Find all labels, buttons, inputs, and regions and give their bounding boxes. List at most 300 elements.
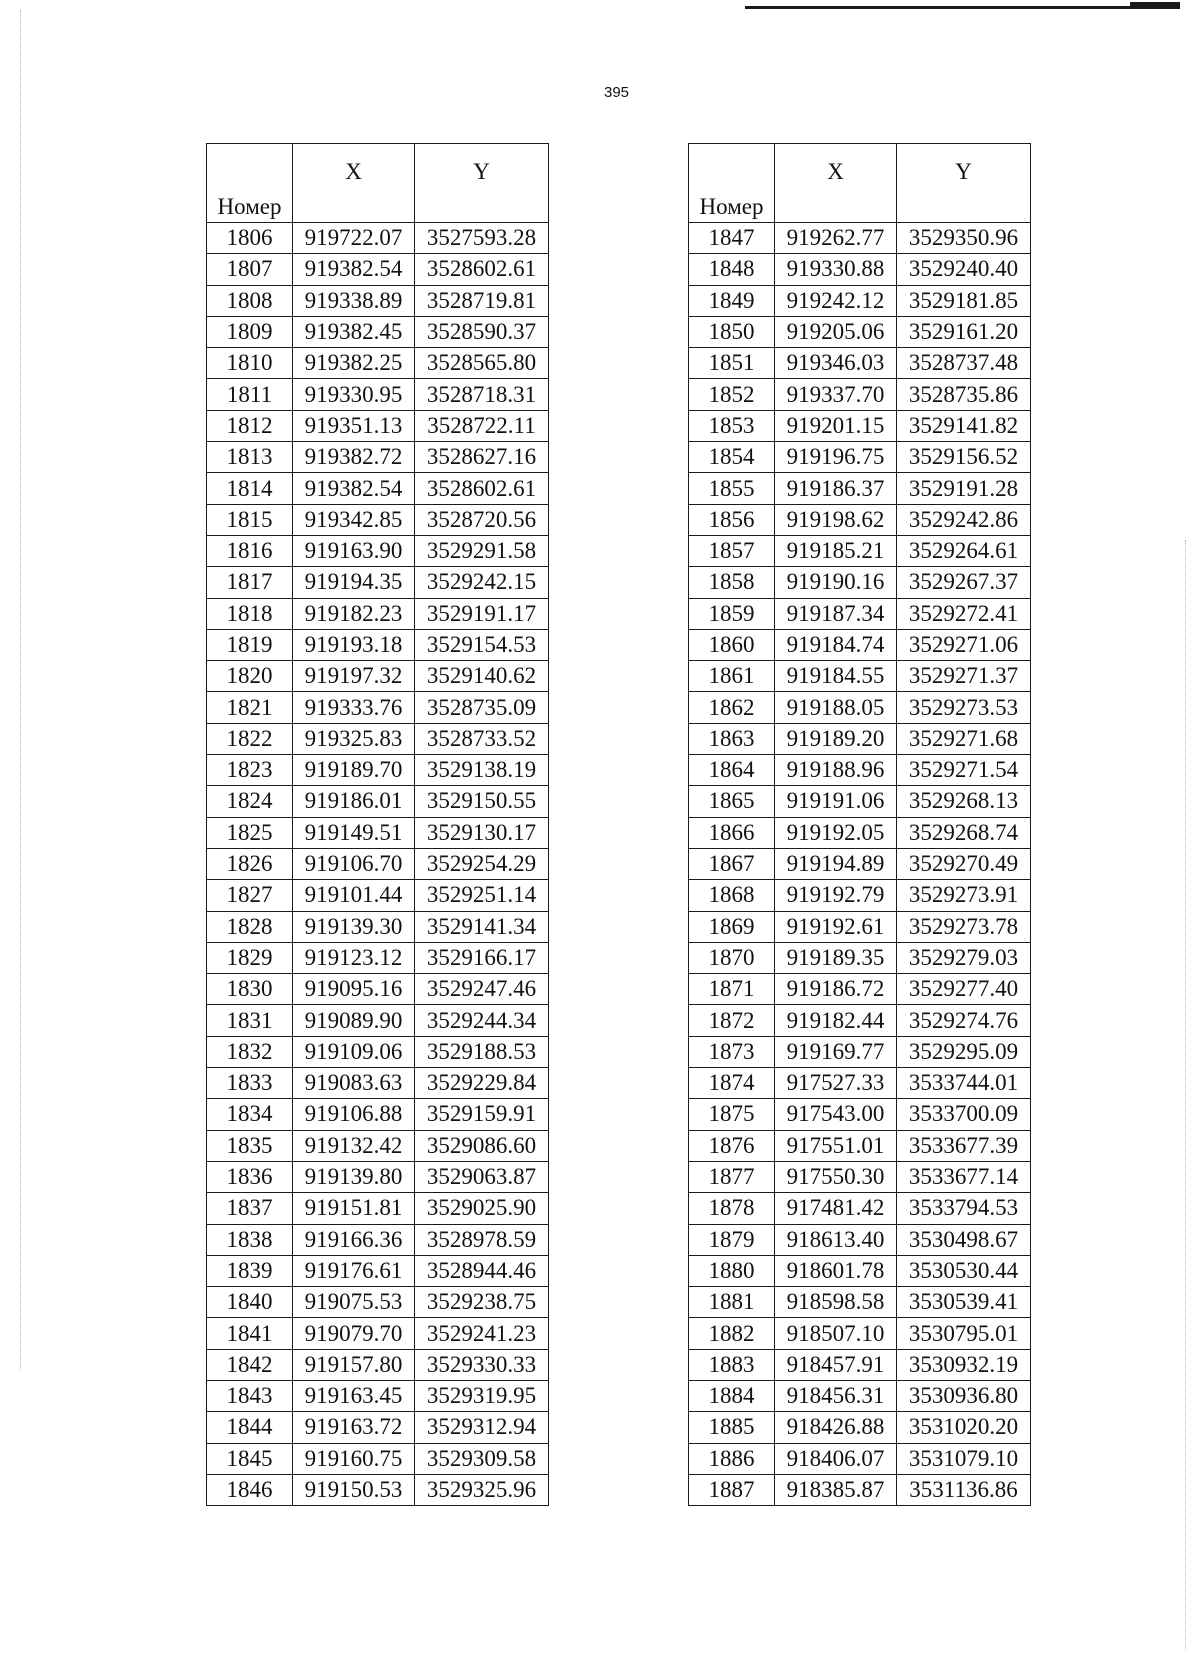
y-coordinate-cell: 3528944.46	[415, 1255, 549, 1286]
x-coordinate-cell: 919242.12	[775, 285, 897, 316]
coordinates-table-right	[688, 143, 1031, 1506]
x-coordinate-cell: 919192.61	[775, 911, 897, 942]
table-row	[689, 1099, 1031, 1130]
point-number-cell: 1827	[207, 880, 293, 911]
point-number-cell: 1809	[207, 316, 293, 347]
y-coordinate-cell: 3529244.34	[415, 1005, 549, 1036]
table-row	[207, 1224, 549, 1255]
y-coordinate-cell: 3530932.19	[897, 1349, 1031, 1380]
point-number-cell: 1819	[207, 629, 293, 660]
point-number-cell: 1832	[207, 1036, 293, 1067]
table-row	[207, 1287, 549, 1318]
x-coordinate-cell: 918406.07	[775, 1443, 897, 1474]
x-coordinate-cell: 919330.95	[293, 379, 415, 410]
x-coordinate-cell: 917481.42	[775, 1193, 897, 1224]
y-coordinate-cell: 3529229.84	[415, 1068, 549, 1099]
x-coordinate-cell: 919182.44	[775, 1005, 897, 1036]
point-number-cell: 1869	[689, 911, 775, 942]
x-coordinate-cell: 918601.78	[775, 1255, 897, 1286]
x-coordinate-cell: 919166.36	[293, 1224, 415, 1255]
table-row	[689, 1287, 1031, 1318]
x-coordinate-cell: 919132.42	[293, 1130, 415, 1161]
table-row	[207, 692, 549, 723]
point-number-cell: 1852	[689, 379, 775, 410]
x-coordinate-cell: 919163.72	[293, 1412, 415, 1443]
point-number-cell: 1872	[689, 1005, 775, 1036]
point-number-cell: 1862	[689, 692, 775, 723]
table-row	[207, 379, 549, 410]
point-number-cell: 1879	[689, 1224, 775, 1255]
y-coordinate-cell: 3529141.34	[415, 911, 549, 942]
table-row	[689, 1036, 1031, 1067]
table-row	[207, 442, 549, 473]
point-number-cell: 1833	[207, 1068, 293, 1099]
x-coordinate-cell: 919185.21	[775, 535, 897, 566]
table-row	[689, 848, 1031, 879]
x-coordinate-cell: 917527.33	[775, 1068, 897, 1099]
point-number-cell: 1831	[207, 1005, 293, 1036]
page-number: 395	[603, 84, 630, 101]
x-coordinate-cell: 919151.81	[293, 1193, 415, 1224]
table-row	[207, 848, 549, 879]
y-coordinate-cell: 3529166.17	[415, 942, 549, 973]
x-coordinate-cell: 918456.31	[775, 1380, 897, 1411]
table-row	[207, 504, 549, 535]
y-coordinate-cell: 3529350.96	[897, 223, 1031, 254]
point-number-cell: 1861	[689, 661, 775, 692]
y-coordinate-cell: 3529156.52	[897, 442, 1031, 473]
point-number-cell: 1806	[207, 223, 293, 254]
point-number-cell: 1825	[207, 817, 293, 848]
table-row	[689, 473, 1031, 504]
point-number-cell: 1830	[207, 974, 293, 1005]
table-row	[207, 223, 549, 254]
point-number-cell: 1874	[689, 1068, 775, 1099]
x-coordinate-cell: 919139.80	[293, 1161, 415, 1192]
y-coordinate-cell: 3529271.06	[897, 629, 1031, 660]
point-number-cell: 1884	[689, 1380, 775, 1411]
x-coordinate-cell: 919262.77	[775, 223, 897, 254]
point-number-cell: 1855	[689, 473, 775, 504]
y-coordinate-cell: 3529159.91	[415, 1099, 549, 1130]
x-coordinate-cell: 919382.54	[293, 254, 415, 285]
table-header-row	[689, 144, 1031, 223]
y-coordinate-cell: 3529272.41	[897, 598, 1031, 629]
x-coordinate-cell: 919150.53	[293, 1474, 415, 1505]
point-number-cell: 1868	[689, 880, 775, 911]
point-number-cell: 1837	[207, 1193, 293, 1224]
point-number-cell: 1817	[207, 567, 293, 598]
point-number-cell: 1871	[689, 974, 775, 1005]
x-coordinate-cell: 917543.00	[775, 1099, 897, 1130]
table-row	[689, 661, 1031, 692]
table-row	[689, 786, 1031, 817]
table-row	[207, 567, 549, 598]
x-coordinate-cell: 919382.72	[293, 442, 415, 473]
y-coordinate-cell: 3529325.96	[415, 1474, 549, 1505]
x-coordinate-cell: 919188.96	[775, 755, 897, 786]
x-coordinate-cell: 918457.91	[775, 1349, 897, 1380]
point-number-cell: 1859	[689, 598, 775, 629]
header-rule	[745, 6, 1180, 9]
point-number-cell: 1844	[207, 1412, 293, 1443]
x-coordinate-cell: 919182.23	[293, 598, 415, 629]
point-number-cell: 1854	[689, 442, 775, 473]
point-number-cell: 1887	[689, 1474, 775, 1505]
y-coordinate-cell: 3529274.76	[897, 1005, 1031, 1036]
table-row	[689, 535, 1031, 566]
table-row	[689, 442, 1031, 473]
point-number-cell: 1812	[207, 410, 293, 441]
table-row	[689, 348, 1031, 379]
point-number-cell: 1843	[207, 1380, 293, 1411]
y-coordinate-cell: 3529277.40	[897, 974, 1031, 1005]
point-number-cell: 1856	[689, 504, 775, 535]
y-coordinate-cell: 3529141.82	[897, 410, 1031, 441]
table-row	[689, 1443, 1031, 1474]
table-row	[689, 723, 1031, 754]
x-coordinate-cell: 919193.18	[293, 629, 415, 660]
y-coordinate-cell: 3529273.91	[897, 880, 1031, 911]
y-coordinate-cell: 3528720.56	[415, 504, 549, 535]
table-row	[689, 504, 1031, 535]
table-row	[207, 473, 549, 504]
y-coordinate-cell: 3529241.23	[415, 1318, 549, 1349]
y-coordinate-cell: 3529273.53	[897, 692, 1031, 723]
point-number-cell: 1849	[689, 285, 775, 316]
y-coordinate-cell: 3529271.68	[897, 723, 1031, 754]
y-coordinate-cell: 3528978.59	[415, 1224, 549, 1255]
table-row	[207, 1412, 549, 1443]
table-row	[689, 1005, 1031, 1036]
x-coordinate-cell: 919189.35	[775, 942, 897, 973]
point-number-cell: 1853	[689, 410, 775, 441]
y-coordinate-cell: 3533794.53	[897, 1193, 1031, 1224]
table-row	[207, 348, 549, 379]
x-coordinate-cell: 919187.34	[775, 598, 897, 629]
y-coordinate-cell: 3529130.17	[415, 817, 549, 848]
table-row	[207, 817, 549, 848]
y-coordinate-cell: 3530795.01	[897, 1318, 1031, 1349]
point-number-cell: 1829	[207, 942, 293, 973]
y-coordinate-cell: 3529150.55	[415, 786, 549, 817]
x-coordinate-cell: 919184.55	[775, 661, 897, 692]
scan-edge-left	[20, 10, 21, 1370]
y-coordinate-cell: 3529271.37	[897, 661, 1031, 692]
y-coordinate-cell: 3533744.01	[897, 1068, 1031, 1099]
y-coordinate-cell: 3527593.28	[415, 223, 549, 254]
y-coordinate-cell: 3529270.49	[897, 848, 1031, 879]
point-number-cell: 1886	[689, 1443, 775, 1474]
y-coordinate-cell: 3529161.20	[897, 316, 1031, 347]
point-number-cell: 1882	[689, 1318, 775, 1349]
table-row	[689, 598, 1031, 629]
point-number-cell: 1864	[689, 755, 775, 786]
point-number-cell: 1828	[207, 911, 293, 942]
point-number-cell: 1885	[689, 1412, 775, 1443]
x-coordinate-cell: 919201.15	[775, 410, 897, 441]
y-coordinate-cell: 3528722.11	[415, 410, 549, 441]
table-row	[207, 1005, 549, 1036]
x-coordinate-cell: 919342.85	[293, 504, 415, 535]
table-row	[689, 1349, 1031, 1380]
y-coordinate-cell: 3529267.37	[897, 567, 1031, 598]
table-row	[207, 661, 549, 692]
point-number-cell: 1822	[207, 723, 293, 754]
table-row	[689, 1130, 1031, 1161]
y-coordinate-cell: 3529271.54	[897, 755, 1031, 786]
point-number-cell: 1841	[207, 1318, 293, 1349]
point-number-cell: 1847	[689, 223, 775, 254]
y-coordinate-cell: 3530539.41	[897, 1287, 1031, 1318]
point-number-cell: 1808	[207, 285, 293, 316]
table-row	[689, 379, 1031, 410]
y-coordinate-cell: 3528602.61	[415, 254, 549, 285]
y-coordinate-cell: 3528627.16	[415, 442, 549, 473]
table-row	[689, 817, 1031, 848]
table-row	[689, 974, 1031, 1005]
y-coordinate-cell: 3529191.17	[415, 598, 549, 629]
x-coordinate-cell: 919186.01	[293, 786, 415, 817]
y-coordinate-cell: 3529154.53	[415, 629, 549, 660]
y-coordinate-cell: 3529268.13	[897, 786, 1031, 817]
x-coordinate-cell: 919106.88	[293, 1099, 415, 1130]
table-row	[207, 1036, 549, 1067]
point-number-cell: 1811	[207, 379, 293, 410]
column-header-x: X	[293, 144, 415, 223]
point-number-cell: 1850	[689, 316, 775, 347]
y-coordinate-cell: 3529254.29	[415, 848, 549, 879]
x-coordinate-cell: 919176.61	[293, 1255, 415, 1286]
x-coordinate-cell: 919123.12	[293, 942, 415, 973]
table-row	[689, 316, 1031, 347]
y-coordinate-cell: 3529264.61	[897, 535, 1031, 566]
table-row	[207, 911, 549, 942]
table-row	[207, 535, 549, 566]
x-coordinate-cell: 919160.75	[293, 1443, 415, 1474]
x-coordinate-cell: 919382.25	[293, 348, 415, 379]
header-rule-mark	[1130, 2, 1180, 8]
x-coordinate-cell: 919722.07	[293, 223, 415, 254]
point-number-cell: 1826	[207, 848, 293, 879]
table-row	[207, 1068, 549, 1099]
x-coordinate-cell: 919095.16	[293, 974, 415, 1005]
y-coordinate-cell: 3531136.86	[897, 1474, 1031, 1505]
x-coordinate-cell: 919190.16	[775, 567, 897, 598]
y-coordinate-cell: 3529188.53	[415, 1036, 549, 1067]
table-row	[689, 567, 1031, 598]
table-row	[689, 1161, 1031, 1192]
point-number-cell: 1867	[689, 848, 775, 879]
x-coordinate-cell: 919192.79	[775, 880, 897, 911]
table-row	[207, 723, 549, 754]
y-coordinate-cell: 3528735.86	[897, 379, 1031, 410]
x-coordinate-cell: 919089.90	[293, 1005, 415, 1036]
x-coordinate-cell: 918385.87	[775, 1474, 897, 1505]
table-row	[689, 942, 1031, 973]
point-number-cell: 1846	[207, 1474, 293, 1505]
y-coordinate-cell: 3529273.78	[897, 911, 1031, 942]
column-header-y: Y	[897, 144, 1031, 223]
table-row	[689, 1318, 1031, 1349]
table-row	[689, 254, 1031, 285]
y-coordinate-cell: 3531079.10	[897, 1443, 1031, 1474]
table-row	[689, 629, 1031, 660]
y-coordinate-cell: 3529330.33	[415, 1349, 549, 1380]
table-row	[207, 1130, 549, 1161]
y-coordinate-cell: 3529181.85	[897, 285, 1031, 316]
y-coordinate-cell: 3533677.39	[897, 1130, 1031, 1161]
y-coordinate-cell: 3529140.62	[415, 661, 549, 692]
table-row	[207, 1099, 549, 1130]
y-coordinate-cell: 3529238.75	[415, 1287, 549, 1318]
table-row	[207, 1255, 549, 1286]
point-number-cell: 1865	[689, 786, 775, 817]
point-number-cell: 1838	[207, 1224, 293, 1255]
y-coordinate-cell: 3529240.40	[897, 254, 1031, 285]
y-coordinate-cell: 3528737.48	[897, 348, 1031, 379]
x-coordinate-cell: 919333.76	[293, 692, 415, 723]
point-number-cell: 1842	[207, 1349, 293, 1380]
table-row	[689, 1474, 1031, 1505]
x-coordinate-cell: 919109.06	[293, 1036, 415, 1067]
y-coordinate-cell: 3531020.20	[897, 1412, 1031, 1443]
table-row	[207, 942, 549, 973]
table-row	[689, 223, 1031, 254]
y-coordinate-cell: 3529242.15	[415, 567, 549, 598]
y-coordinate-cell: 3533700.09	[897, 1099, 1031, 1130]
point-number-cell: 1814	[207, 473, 293, 504]
x-coordinate-cell: 919382.45	[293, 316, 415, 347]
y-coordinate-cell: 3529242.86	[897, 504, 1031, 535]
x-coordinate-cell: 918426.88	[775, 1412, 897, 1443]
x-coordinate-cell: 919325.83	[293, 723, 415, 754]
x-coordinate-cell: 919184.74	[775, 629, 897, 660]
table-row	[689, 1224, 1031, 1255]
y-coordinate-cell: 3528590.37	[415, 316, 549, 347]
x-coordinate-cell: 919351.13	[293, 410, 415, 441]
x-coordinate-cell: 919083.63	[293, 1068, 415, 1099]
y-coordinate-cell: 3529309.58	[415, 1443, 549, 1474]
coordinates-table-left	[206, 143, 549, 1506]
point-number-cell: 1815	[207, 504, 293, 535]
x-coordinate-cell: 919106.70	[293, 848, 415, 879]
x-coordinate-cell: 919196.75	[775, 442, 897, 473]
table-row	[207, 316, 549, 347]
y-coordinate-cell: 3529025.90	[415, 1193, 549, 1224]
table-row	[207, 598, 549, 629]
y-coordinate-cell: 3529086.60	[415, 1130, 549, 1161]
y-coordinate-cell: 3529251.14	[415, 880, 549, 911]
point-number-cell: 1858	[689, 567, 775, 598]
y-coordinate-cell: 3529138.19	[415, 755, 549, 786]
x-coordinate-cell: 919139.30	[293, 911, 415, 942]
table-row	[207, 1318, 549, 1349]
x-coordinate-cell: 919101.44	[293, 880, 415, 911]
point-number-cell: 1823	[207, 755, 293, 786]
y-coordinate-cell: 3529312.94	[415, 1412, 549, 1443]
table-row	[207, 629, 549, 660]
x-coordinate-cell: 919330.88	[775, 254, 897, 285]
x-coordinate-cell: 919186.72	[775, 974, 897, 1005]
point-number-cell: 1835	[207, 1130, 293, 1161]
table-row	[207, 254, 549, 285]
table-row	[689, 1255, 1031, 1286]
x-coordinate-cell: 917551.01	[775, 1130, 897, 1161]
column-header-y: Y	[415, 144, 549, 223]
point-number-cell: 1880	[689, 1255, 775, 1286]
x-coordinate-cell: 918613.40	[775, 1224, 897, 1255]
point-number-cell: 1875	[689, 1099, 775, 1130]
point-number-cell: 1818	[207, 598, 293, 629]
x-coordinate-cell: 919163.90	[293, 535, 415, 566]
x-coordinate-cell: 919194.89	[775, 848, 897, 879]
y-coordinate-cell: 3530530.44	[897, 1255, 1031, 1286]
point-number-cell: 1881	[689, 1287, 775, 1318]
table-row	[689, 880, 1031, 911]
y-coordinate-cell: 3528565.80	[415, 348, 549, 379]
point-number-cell: 1863	[689, 723, 775, 754]
column-header-number: Номер	[689, 144, 775, 223]
y-coordinate-cell: 3530498.67	[897, 1224, 1031, 1255]
point-number-cell: 1840	[207, 1287, 293, 1318]
x-coordinate-cell: 919198.62	[775, 504, 897, 535]
y-coordinate-cell: 3529247.46	[415, 974, 549, 1005]
x-coordinate-cell: 919189.70	[293, 755, 415, 786]
point-number-cell: 1883	[689, 1349, 775, 1380]
table-row	[207, 1193, 549, 1224]
table-row	[207, 1380, 549, 1411]
x-coordinate-cell: 919079.70	[293, 1318, 415, 1349]
x-coordinate-cell: 919205.06	[775, 316, 897, 347]
point-number-cell: 1870	[689, 942, 775, 973]
table-row	[207, 1349, 549, 1380]
table-row	[689, 755, 1031, 786]
point-number-cell: 1866	[689, 817, 775, 848]
y-coordinate-cell: 3529319.95	[415, 1380, 549, 1411]
x-coordinate-cell: 919197.32	[293, 661, 415, 692]
y-coordinate-cell: 3528735.09	[415, 692, 549, 723]
y-coordinate-cell: 3533677.14	[897, 1161, 1031, 1192]
point-number-cell: 1873	[689, 1036, 775, 1067]
point-number-cell: 1845	[207, 1443, 293, 1474]
point-number-cell: 1834	[207, 1099, 293, 1130]
table-row	[207, 285, 549, 316]
table-row	[689, 911, 1031, 942]
point-number-cell: 1813	[207, 442, 293, 473]
x-coordinate-cell: 919191.06	[775, 786, 897, 817]
table-row	[689, 1380, 1031, 1411]
point-number-cell: 1877	[689, 1161, 775, 1192]
point-number-cell: 1824	[207, 786, 293, 817]
point-number-cell: 1848	[689, 254, 775, 285]
table-row	[689, 1193, 1031, 1224]
point-number-cell: 1860	[689, 629, 775, 660]
x-coordinate-cell: 919149.51	[293, 817, 415, 848]
x-coordinate-cell: 919189.20	[775, 723, 897, 754]
y-coordinate-cell: 3529268.74	[897, 817, 1031, 848]
x-coordinate-cell: 919337.70	[775, 379, 897, 410]
y-coordinate-cell: 3528718.31	[415, 379, 549, 410]
column-header-x: X	[775, 144, 897, 223]
x-coordinate-cell: 919382.54	[293, 473, 415, 504]
x-coordinate-cell: 919194.35	[293, 567, 415, 598]
point-number-cell: 1836	[207, 1161, 293, 1192]
table-row	[207, 786, 549, 817]
point-number-cell: 1857	[689, 535, 775, 566]
y-coordinate-cell: 3528602.61	[415, 473, 549, 504]
x-coordinate-cell: 917550.30	[775, 1161, 897, 1192]
